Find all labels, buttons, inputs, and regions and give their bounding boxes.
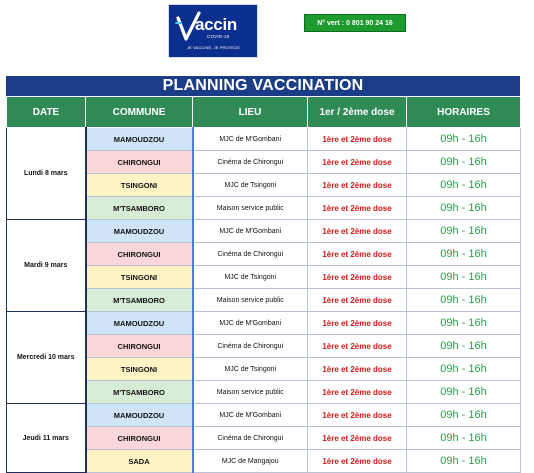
horaires-cell: 09h - 16h xyxy=(407,266,521,289)
horaires-cell: 09h - 16h xyxy=(407,427,521,450)
commune-cell: CHIRONGUI xyxy=(86,151,193,174)
lieu-cell: MJC de M'Gombani xyxy=(193,128,308,151)
dose-cell: 1ère et 2ème dose xyxy=(308,151,407,174)
day-date-cell: Mardi 9 mars xyxy=(7,220,86,312)
col-header-commune: COMMUNE xyxy=(86,97,193,128)
table-row xyxy=(7,312,521,335)
commune-cell: CHIRONGUI xyxy=(86,335,193,358)
commune-cell: TSINGONI xyxy=(86,266,193,289)
commune-cell: TSINGONI xyxy=(86,174,193,197)
col-header-dose: 1er / 2ème dose xyxy=(308,97,407,128)
commune-cell: M'TSAMBORO xyxy=(86,381,193,404)
dose-cell: 1ère et 2ème dose xyxy=(308,266,407,289)
table-row xyxy=(7,220,521,243)
dose-cell: 1ère et 2ème dose xyxy=(308,335,407,358)
commune-cell: CHIRONGUI xyxy=(86,243,193,266)
horaires-cell: 09h - 16h xyxy=(407,197,521,220)
dose-cell: 1ère et 2ème dose xyxy=(308,404,407,427)
lieu-cell: Cinéma de Chirongui xyxy=(193,335,308,358)
lieu-cell: Cinéma de Chirongui xyxy=(193,243,308,266)
lieu-cell: MJC de Tsingoni xyxy=(193,174,308,197)
commune-cell: TSINGONI xyxy=(86,358,193,381)
schedule-table xyxy=(6,96,521,473)
horaires-cell: 09h - 16h xyxy=(407,174,521,197)
horaires-cell: 09h - 16h xyxy=(407,243,521,266)
commune-cell: MAMOUDZOU xyxy=(86,220,193,243)
header-row xyxy=(7,97,521,128)
lieu-cell: MJC de Mangajou xyxy=(193,450,308,473)
commune-cell: M'TSAMBORO xyxy=(86,289,193,312)
commune-cell: MAMOUDZOU xyxy=(86,312,193,335)
day-date-cell: Lundi 8 mars xyxy=(7,128,86,220)
schedule-body xyxy=(7,128,521,473)
dose-cell: 1ère et 2ème dose xyxy=(308,289,407,312)
lieu-cell: Cinéma de Chirongui xyxy=(193,427,308,450)
lieu-cell: MJC de M'Gombani xyxy=(193,220,308,243)
horaires-cell: 09h - 16h xyxy=(407,151,521,174)
day-date-cell: Mercredi 10 mars xyxy=(7,312,86,404)
lieu-cell: MJC de M'Gombani xyxy=(193,404,308,427)
horaires-cell: 09h - 16h xyxy=(407,381,521,404)
horaires-cell: 09h - 16h xyxy=(407,220,521,243)
dose-cell: 1ère et 2ème dose xyxy=(308,197,407,220)
commune-cell: M'TSAMBORO xyxy=(86,197,193,220)
commune-cell: CHIRONGUI xyxy=(86,427,193,450)
horaires-cell: 09h - 16h xyxy=(407,335,521,358)
lieu-cell: Maison service public xyxy=(193,289,308,312)
dose-cell: 1ère et 2ème dose xyxy=(308,381,407,404)
dose-cell: 1ère et 2ème dose xyxy=(308,312,407,335)
commune-cell: MAMOUDZOU xyxy=(86,128,193,151)
lieu-cell: Cinéma de Chirongui xyxy=(193,151,308,174)
logo-subtitle: COVID-19 xyxy=(207,34,230,39)
dose-cell: 1ère et 2ème dose xyxy=(308,358,407,381)
dose-cell: 1ère et 2ème dose xyxy=(308,220,407,243)
dose-cell: 1ère et 2ème dose xyxy=(308,427,407,450)
table-row xyxy=(7,404,521,427)
lieu-cell: MJC de Tsingoni xyxy=(193,266,308,289)
col-header-lieu: LIEU xyxy=(193,97,308,128)
horaires-cell: 09h - 16h xyxy=(407,404,521,427)
hotline-badge: N° vert : 0 801 90 24 16 xyxy=(304,14,406,32)
dose-cell: 1ère et 2ème dose xyxy=(308,128,407,151)
lieu-cell: Maison service public xyxy=(193,381,308,404)
logo-name: accin xyxy=(195,15,237,34)
commune-cell: SADA xyxy=(86,450,193,473)
horaires-cell: 09h - 16h xyxy=(407,128,521,151)
horaires-cell: 09h - 16h xyxy=(407,358,521,381)
dose-cell: 1ère et 2ème dose xyxy=(308,174,407,197)
lieu-cell: Maison service public xyxy=(193,197,308,220)
table-row xyxy=(7,128,521,151)
page-title: PLANNING VACCINATION xyxy=(6,76,520,96)
vaccin-logo xyxy=(168,4,258,58)
horaires-cell: 09h - 16h xyxy=(407,289,521,312)
day-date-cell: Jeudi 11 mars xyxy=(7,404,86,473)
col-header-date: DATE xyxy=(7,97,86,128)
logo-tagline: JE VACCINE, JE PROTEGE xyxy=(187,45,241,50)
dose-cell: 1ère et 2ème dose xyxy=(308,243,407,266)
col-header-horaires: HORAIRES xyxy=(407,97,521,128)
dose-cell: 1ère et 2ème dose xyxy=(308,450,407,473)
horaires-cell: 09h - 16h xyxy=(407,450,521,473)
lieu-cell: MJC de Tsingoni xyxy=(193,358,308,381)
commune-cell: MAMOUDZOU xyxy=(86,404,193,427)
lieu-cell: MJC de M'Gombani xyxy=(193,312,308,335)
horaires-cell: 09h - 16h xyxy=(407,312,521,335)
